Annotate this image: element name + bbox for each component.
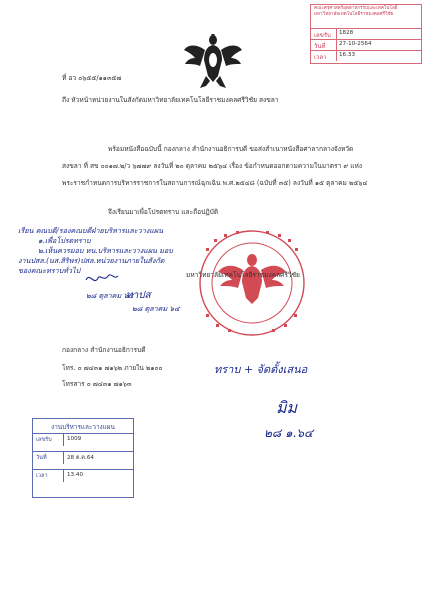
receipt-row-value: 1009: [67, 436, 82, 442]
garuda-emblem-icon: [182, 32, 244, 90]
receipt-row-label: วันที่: [314, 43, 326, 50]
seal-caption: มหาวิทยาลัยเทคโนโลยีราชมงคลศรีวิชัย: [186, 271, 300, 279]
body-line-3: พระราชกำหนดการบริหารราชการในสถานการณ์ฉุกเฉิน พ.ศ.๒๕๔๘ (ฉบับที่ ๓๕) ลงวันที่ ๑๕ ตุลาคม ๒๕๖๔: [62, 179, 368, 187]
receipt-stamp-title: งานบริหารและวางแผน: [33, 419, 133, 434]
receipt-row-date: [311, 39, 421, 50]
body-line-1: พร้อมหนังสือฉบับนี้ กองกลาง สำนักงานอธิการบดี ขอส่งสำเนาหนังสือศาลากลางจังหวัด: [108, 145, 354, 153]
memo-signature-icon: [84, 270, 120, 288]
memo-line: เรียน คณบดี/รองคณบดีฝ่ายบริหารและวางแผน: [18, 226, 163, 235]
receipt-row-label: เวลา: [36, 473, 48, 479]
receipt-row-value: 16.33: [339, 52, 356, 58]
receipt-row-date: [33, 451, 133, 464]
receipt-stamp-header: คณะครุศาสตร์อุตสาหกรรมและเทคโนโลยี มหาวิทยาลัยเทคโนโลยีราชมงคลศรีวิชัย: [314, 6, 398, 17]
receipt-row-value: 13.40: [67, 472, 84, 478]
handwritten-order: ทราบ + จัดตั้งเสนอ: [214, 363, 308, 376]
receipt-row-label: เลขรับ: [314, 32, 331, 39]
receipt-stamp-bottom: [32, 418, 134, 498]
receipt-row-label: เลขรับ: [36, 437, 52, 443]
receipt-row-value: 1828: [339, 30, 354, 36]
body-line-2: สงขลา ที่ สข ๐๐๑๗.๒/ว ๖๗๗๙ ลงวันที่ ๒๐ ตุลาคม ๒๕๖๔ เรื่อง ข้อกำหนดออกตามความในมาตรา ๙ แห่ง: [62, 162, 363, 170]
fax: โทรสาร ๐ ๗๔๓๑ ๗๑๖๓: [62, 380, 132, 388]
receipt-row-time: [311, 50, 421, 61]
receipt-row-number: [33, 433, 133, 446]
receipt-row-label: เวลา: [314, 54, 327, 61]
handwritten-memo: [18, 226, 173, 276]
closing-line: จึงเรียนมาเพื่อโปรดทราบ และถือปฏิบัติ: [108, 208, 219, 216]
memo-line: ๑.เพื่อโปรดทราบ: [38, 236, 91, 245]
receipt-row-number: [311, 28, 421, 39]
telephone: โทร. ๐ ๗๔๓๑ ๗๑๖๒ ภายใน ๒๑๐๐: [62, 364, 163, 372]
receipt-stamp-top: [310, 4, 422, 64]
addressee-line: ถึง หัวหน้าหน่วยงานในสังกัดมหาวิทยาลัยเทคโนโลยีราชมงคลศรีวิชัย สงขลา: [62, 96, 279, 104]
university-seal-icon: [196, 228, 308, 338]
reference-number: ที่ อว ๐๖๕๕/๑๑๓๕๗: [62, 74, 122, 82]
office-name: กองกลาง สำนักงานอธิการบดี: [62, 346, 146, 354]
memo-line: ของคณะทราบทั่วไป: [18, 266, 81, 275]
signature-date: ๒๘ ๑.๖๔: [264, 426, 314, 440]
receipt-row-value: 28 ต.ค.64: [67, 455, 94, 461]
memo-line: งานปสล.(นส.สิริพร)ปสล.หน่วยงานภายในสังกัด: [18, 256, 165, 265]
memo-line: ๒.เห็นควรมอบ หน.บริหารและวางแผน มอบ: [38, 246, 173, 255]
second-date: ๒๘ ตุลาคม ๖๔: [132, 304, 180, 313]
receipt-row-label: วันที่: [36, 455, 47, 461]
receipt-row-value: 27-10-2564: [339, 41, 372, 47]
handwritten-signature: มิม: [276, 398, 298, 417]
memo-date: ๒๘ ตุลาคม ๖๔: [86, 291, 134, 300]
receipt-row-time: [33, 469, 133, 482]
memo-initials: ทาปส: [126, 290, 151, 301]
